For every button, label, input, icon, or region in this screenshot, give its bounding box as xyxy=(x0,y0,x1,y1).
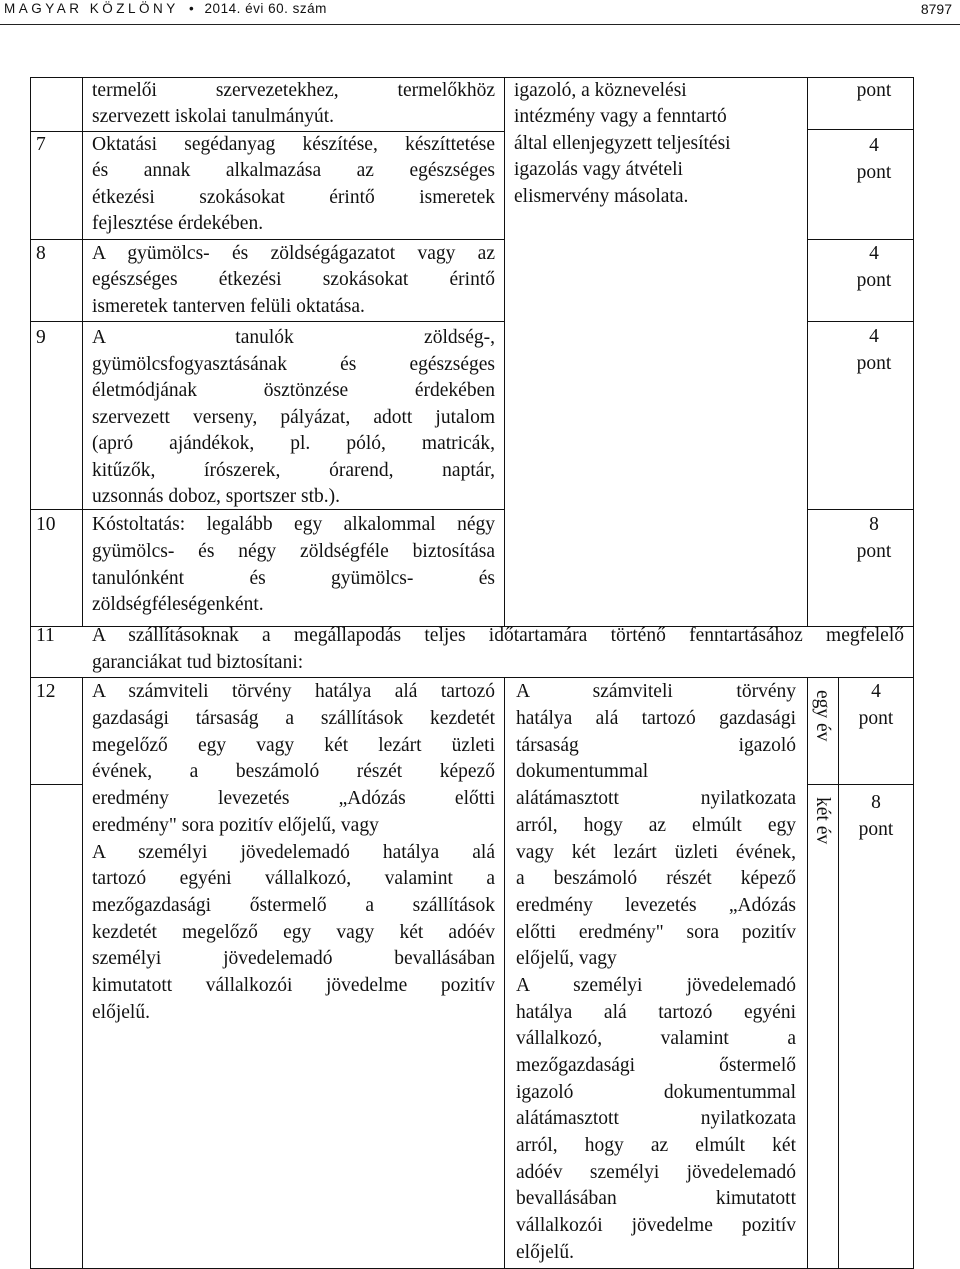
row-sep-period xyxy=(807,784,914,785)
row-10-desc-line-4: zöldségféleségenként. xyxy=(92,594,264,615)
row-12-period-2: két év xyxy=(812,797,833,845)
row-6-proof-line-1: igazoló, a köznevelési xyxy=(514,80,687,101)
col-divider-desc xyxy=(504,77,505,627)
row-9-desc-line-2: gyümölcsfogyasztásának és egészséges xyxy=(92,354,495,375)
row-6-points: pont xyxy=(856,80,892,101)
header-bullet: • xyxy=(189,1,195,16)
row-sep-7-8 xyxy=(30,239,505,240)
row-12-proof-line-15: mezőgazdasági őstermelő xyxy=(516,1055,796,1076)
row-12-desc-line-5: eredmény levezetés „Adózás előtti xyxy=(92,788,495,809)
row-12-proof-line-5: alátámasztott nyilatkozata xyxy=(516,788,796,809)
row-8-desc-line-2: egészséges étkezési szokásokat érintő xyxy=(92,269,495,290)
row-9-desc-line-3: életmódjának ösztönzése érdekében xyxy=(92,380,495,401)
journal-title: MAGYAR KÖZLÖNY xyxy=(4,1,179,16)
row-8-points-unit: pont xyxy=(856,270,892,291)
row-12-desc-line-8: tartozó egyéni vállalkozó, valamint a xyxy=(92,868,495,889)
row-9-desc-line-7: uzsonnás doboz, sportszer stb.). xyxy=(92,486,341,507)
row-12-desc-line-13: előjelű. xyxy=(92,1002,150,1023)
row-10-points-value: 8 xyxy=(869,514,879,535)
row-12-desc-line-12: kimutatott vállalkozói jövedelme pozitív xyxy=(92,975,495,996)
row-9-desc-line-4: szervezett verseny, pályázat, adott jutalom xyxy=(92,407,495,428)
row-9-points-unit: pont xyxy=(856,353,892,374)
row-12-proof-line-17: alátámasztott nyilatkozata xyxy=(516,1108,796,1129)
row-11-number: 11 xyxy=(36,625,55,646)
col-divider-number-r12 xyxy=(82,678,83,1269)
row-sep-points-8 xyxy=(807,239,914,240)
row-12-proof-line-10: előtti eredmény" sora pozitív xyxy=(516,922,796,943)
row-12-proof-line-4: dokumentummal xyxy=(516,761,649,782)
row-12-desc-line-3: megelőző egy vagy két lezárt üzleti xyxy=(92,735,495,756)
col-divider-points xyxy=(807,77,808,627)
row-12-proof-line-7: vagy két lezárt üzleti évének, xyxy=(516,842,796,863)
row-12-desc-line-4: évének, a beszámoló részét képező xyxy=(92,761,495,782)
row-6-proof-line-2: intézmény vagy a fenntartó xyxy=(514,106,727,127)
page-number: 8797 xyxy=(920,1,952,17)
row-12-proof-line-22: előjelű. xyxy=(516,1242,574,1263)
row-6-desc-line-1: termelői szervezetekhez, termelőkhöz xyxy=(92,80,495,101)
row-12-desc-line-9: mezőgazdasági őstermelő a szállítások xyxy=(92,895,495,916)
row-12-proof-line-8: a beszámoló részét képező xyxy=(516,868,796,889)
row-12-period-2-points-unit: pont xyxy=(858,819,894,840)
row-12-desc-line-1: A számviteli törvény hatálya alá tartozó xyxy=(92,681,495,702)
row-6-proof-line-5: elismervény másolata. xyxy=(514,186,689,207)
row-12-number: 12 xyxy=(36,681,56,702)
col-divider-period xyxy=(807,678,808,1269)
row-sep-points-9 xyxy=(807,321,914,322)
row-sep-11-12 xyxy=(30,677,914,678)
row-sep-12-inner xyxy=(30,784,83,785)
row-12-desc-line-11: személyi jövedelemadó bevallásában xyxy=(92,948,495,969)
row-12-proof-line-19: adóév személyi jövedelemadó xyxy=(516,1162,796,1183)
row-12-proof-line-6: arról, hogy az elmúlt egy xyxy=(516,815,796,836)
row-12-desc-line-6: eredmény" sora pozitív előjelű, vagy xyxy=(92,815,379,836)
row-sep-8-9 xyxy=(30,321,505,322)
row-8-points-value: 4 xyxy=(869,243,879,264)
row-7-number: 7 xyxy=(36,134,46,155)
row-9-points-value: 4 xyxy=(869,326,879,347)
row-12-proof-line-9: eredmény levezetés „Adózás xyxy=(516,895,796,916)
table-border-left xyxy=(30,77,31,1269)
row-8-desc-line-1: A gyümölcs- és zöldségágazatot vagy az xyxy=(92,243,495,264)
row-8-number: 8 xyxy=(36,243,46,264)
row-12-proof-line-3: társaság igazoló xyxy=(516,735,796,756)
row-12-period-1: egy év xyxy=(812,690,833,742)
col-divider-number xyxy=(82,77,83,627)
row-9-desc-line-6: kitűzők, írószerek, órarend, naptár, xyxy=(92,460,495,481)
row-7-desc-line-2: és annak alkalmazása az egészséges xyxy=(92,160,495,181)
row-6-desc-line-2: szervezett iskolai tanulmányút. xyxy=(92,106,335,127)
col-divider-desc-r12 xyxy=(504,678,505,1269)
row-12-proof-line-21: vállalkozói jövedelme pozitív xyxy=(516,1215,796,1236)
row-7-desc-line-3: étkezési szokásokat érintő ismeretek xyxy=(92,187,495,208)
row-9-desc-line-1: A tanulók zöldség-, xyxy=(92,327,495,348)
row-12-period-2-points-value: 8 xyxy=(871,792,881,813)
row-7-desc-line-4: fejlesztése érdekében. xyxy=(92,213,264,234)
row-9-number: 9 xyxy=(36,327,46,348)
row-10-desc-line-1: Kóstoltatás: legalább egy alkalommal négy xyxy=(92,514,495,535)
row-7-points-unit: pont xyxy=(856,162,892,183)
row-12-proof-line-20: bevallásában kimutatott xyxy=(516,1188,796,1209)
row-12-desc-line-7: A személyi jövedelemadó hatálya alá xyxy=(92,842,495,863)
row-10-desc-line-3: tanulónként és gyümölcs- és xyxy=(92,568,495,589)
row-7-desc-line-1: Oktatási segédanyag készítése, készíttetése xyxy=(92,134,495,155)
row-6-proof-line-3: által ellenjegyzett teljesítési xyxy=(514,133,731,154)
row-12-proof-line-18: arról, hogy az elmúlt két xyxy=(516,1135,796,1156)
col-divider-points-r12 xyxy=(838,678,839,1269)
row-sep-points-10 xyxy=(807,509,914,510)
row-10-desc-line-2: gyümölcs- és négy zöldségféle biztosítása xyxy=(92,541,495,562)
row-11-desc-line-2: garanciákat tud biztosítani: xyxy=(92,652,304,673)
row-12-desc-line-10: kezdetét megelőző egy vagy két adóév xyxy=(92,922,495,943)
row-7-points-value: 4 xyxy=(869,135,879,156)
row-12-proof-line-13: hatálya alá tartozó egyéni xyxy=(516,1002,796,1023)
row-12-proof-line-1: A számviteli törvény xyxy=(516,681,796,702)
issue-label: 2014. évi 60. szám xyxy=(204,1,327,16)
row-12-proof-line-14: vállalkozó, valamint a xyxy=(516,1028,796,1049)
row-11-desc-line-1: A szállításoknak a megállapodás teljes időtartamára történő fenntartásához megfelelő xyxy=(92,625,904,646)
row-12-proof-line-12: A személyi jövedelemadó xyxy=(516,975,796,996)
row-12-proof-line-11: előjelű, vagy xyxy=(516,948,617,969)
row-12-proof-line-16: igazoló dokumentummal xyxy=(516,1082,796,1103)
row-10-number: 10 xyxy=(36,514,56,535)
row-sep-points-7 xyxy=(807,129,914,130)
row-9-desc-line-5: (apró ajándékok, pl. póló, matricák, xyxy=(92,433,495,454)
row-8-desc-line-3: ismeretek tanterven felüli oktatása. xyxy=(92,296,365,317)
row-12-period-1-points-unit: pont xyxy=(858,708,894,729)
row-6-proof-line-4: igazolás vagy átvételi xyxy=(514,159,683,180)
row-12-period-1-points-value: 4 xyxy=(871,681,881,702)
row-10-points-unit: pont xyxy=(856,541,892,562)
row-12-proof-line-2: hatálya alá tartozó gazdasági xyxy=(516,708,796,729)
row-12-desc-line-2: gazdasági társaság a szállítások kezdetét xyxy=(92,708,495,729)
